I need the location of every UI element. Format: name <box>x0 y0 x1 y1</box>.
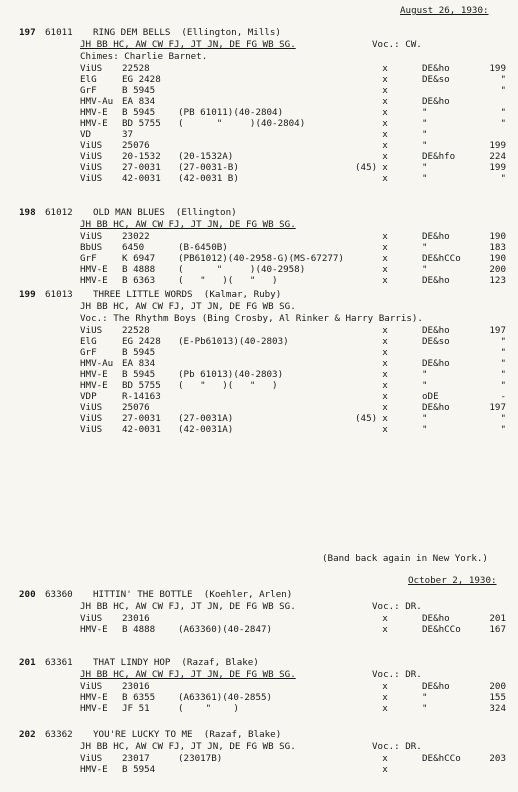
issue-label: ViUS <box>80 162 103 173</box>
issue-code: DE&ho <box>422 63 450 74</box>
matrix-number: 63361 <box>45 657 73 668</box>
issue-take: 224 <box>489 151 506 162</box>
issue-number: B 5954 <box>122 764 156 775</box>
issue-label: GrF <box>80 85 97 96</box>
issue-mark: x <box>382 162 388 173</box>
issue-take: 197 <box>489 325 506 336</box>
composers: (Ellington) <box>175 207 237 218</box>
issue-code: " <box>422 703 428 714</box>
issue-take: " <box>500 380 506 391</box>
issue-label: HMV-Au <box>80 358 114 369</box>
session-number: 198 <box>19 207 36 218</box>
issue-mark: x <box>382 692 388 703</box>
issue-number: 23016 <box>122 613 150 624</box>
issue-label: ElG <box>80 74 97 85</box>
issue-code: DE&ho <box>422 681 450 692</box>
issue-take: " <box>500 424 506 435</box>
issue-label: GrF <box>80 347 97 358</box>
issue-mark: x <box>382 358 388 369</box>
issue-number: 27-0031 <box>122 162 161 173</box>
issue-code: " <box>422 369 428 380</box>
issue-number: EA 834 <box>122 96 156 107</box>
issue-take: 324 <box>489 703 506 714</box>
issue-number: 22528 <box>122 325 150 336</box>
issue-mark: x <box>382 264 388 275</box>
issue-number: EG 2428 <box>122 74 161 85</box>
session-date: August 26, 1930: <box>400 5 489 16</box>
issue-take: " <box>500 358 506 369</box>
issue-take: " <box>500 369 506 380</box>
issue-alt: ( " ) <box>178 703 239 714</box>
issue-label: HMV-E <box>80 118 108 129</box>
issue-number: 42-0031 <box>122 173 161 184</box>
issue-alt: (B-6450B) <box>178 242 228 253</box>
issue-mark: x <box>382 231 388 242</box>
issue-take: 199 <box>489 140 506 151</box>
issue-label: ViUS <box>80 424 103 435</box>
issue-take: " <box>500 74 506 85</box>
issue-mark: x <box>382 63 388 74</box>
issue-code: DE&ho <box>422 96 450 107</box>
issue-take: 200 <box>489 681 506 692</box>
personnel: JH BB HC, AW CW FJ, JT JN, DE FG WB SG. <box>80 669 296 680</box>
issue-code: DE&ho <box>422 613 450 624</box>
issue-take: 203 <box>489 753 506 764</box>
issue-label: ViUS <box>80 63 103 74</box>
vocal-credit: Voc.: The Rhythm Boys (Bing Crosby, Al Rinker & Harry Barris). <box>80 313 423 324</box>
issue-label: ViUS <box>80 140 103 151</box>
issue-code: DE&ho <box>422 358 450 369</box>
issue-code: DE&so <box>422 74 450 85</box>
vocal-credit: Voc.: DR. <box>372 601 422 612</box>
issue-take: 200 <box>489 264 506 275</box>
issue-label: HMV-E <box>80 764 108 775</box>
song-title: HITTIN' THE BOTTLE <box>93 589 193 600</box>
issue-code: DE&ho <box>422 275 450 286</box>
issue-number: B 5945 <box>122 347 156 358</box>
personnel: JH BB HC, AW CW FJ, JT JN, DE FG WB SG. <box>80 741 296 752</box>
matrix-number: 63362 <box>45 729 73 740</box>
issue-label: HMV-E <box>80 380 108 391</box>
issue-code: DE&ho <box>422 325 450 336</box>
song-title: THAT LINDY HOP <box>93 657 171 668</box>
issue-speed: (45) <box>355 413 378 424</box>
composers: (Razaf, Blake) <box>203 729 282 740</box>
issue-code: " <box>422 424 428 435</box>
issue-number: B 4888 <box>122 624 156 635</box>
issue-number: 25076 <box>122 140 150 151</box>
issue-take: 123 <box>489 275 506 286</box>
issue-number: 20-1532 <box>122 151 161 162</box>
issue-code: " <box>422 107 428 118</box>
composers: (Ellington, Mills) <box>181 27 281 38</box>
issue-alt: (42-0031 B) <box>178 173 239 184</box>
issue-code: " <box>422 173 428 184</box>
issue-mark: x <box>382 325 388 336</box>
issue-number: B 5945 <box>122 85 156 96</box>
issue-number: 27-0031 <box>122 413 161 424</box>
issue-alt: ( " )(40-2804) <box>178 118 306 129</box>
matrix-number: 61013 <box>45 289 73 300</box>
issue-number: 23017 <box>122 753 150 764</box>
song-title: OLD MAN BLUES <box>93 207 165 218</box>
issue-take: 155 <box>489 692 506 703</box>
issue-number: 25076 <box>122 402 150 413</box>
issue-mark: x <box>382 118 388 129</box>
issue-label: GrF <box>80 253 97 264</box>
personnel: JH BB HC, AW CW FJ, JT JN, DE FG WB SG. <box>80 39 296 50</box>
issue-label: ViUS <box>80 413 103 424</box>
matrix-number: 61012 <box>45 207 73 218</box>
issue-take: " <box>500 118 506 129</box>
personnel: JH BB HC, AW CW FJ, JT JN, DE FG WB SG. <box>80 601 296 612</box>
issue-mark: x <box>382 624 388 635</box>
issue-number: 22528 <box>122 63 150 74</box>
matrix-number: 61011 <box>45 27 73 38</box>
issue-mark: x <box>382 151 388 162</box>
issue-mark: x <box>382 253 388 264</box>
song-title: RING DEM BELLS <box>93 27 171 38</box>
issue-number: 23016 <box>122 681 150 692</box>
issue-code: DE&hCCo <box>422 253 461 264</box>
issue-alt: (Pb 61013)(40-2803) <box>178 369 284 380</box>
session-number: 200 <box>19 589 36 600</box>
issue-label: HMV-E <box>80 369 108 380</box>
issue-mark: x <box>382 107 388 118</box>
issue-code: DE&hCCo <box>422 753 461 764</box>
composers: (Koehler, Arlen) <box>203 589 293 600</box>
personnel: JH BB HC, AW CW FJ, JT JN, DE FG WB SG. <box>80 219 296 230</box>
issue-take: 201 <box>489 613 506 624</box>
issue-code: DE&hfo <box>422 151 456 162</box>
issue-label: ViUS <box>80 613 103 624</box>
composers: (Razaf, Blake) <box>181 657 259 668</box>
issue-mark: x <box>382 336 388 347</box>
issue-mark: x <box>382 613 388 624</box>
issue-take: " <box>500 347 506 358</box>
issue-mark: x <box>382 129 388 140</box>
band-note: (Band back again in New York.) <box>322 553 488 564</box>
issue-take: " <box>500 336 506 347</box>
issue-take: - <box>500 391 506 402</box>
issue-label: HMV-E <box>80 692 108 703</box>
issue-take: " <box>500 85 506 96</box>
issue-label: ViUS <box>80 151 103 162</box>
issue-label: HMV-E <box>80 275 108 286</box>
issue-mark: x <box>382 85 388 96</box>
personnel: JH BB HC, AW CW FJ, JT JN, DE FG WB SG. <box>80 301 296 312</box>
issue-number: 6450 <box>122 242 145 253</box>
issue-take: " <box>500 173 506 184</box>
issue-label: HMV-E <box>80 107 108 118</box>
issue-label: HMV-E <box>80 624 108 635</box>
issue-code: " <box>422 264 428 275</box>
issue-alt: (23017B) <box>178 753 223 764</box>
issue-code: oDE <box>422 391 439 402</box>
issue-take: 199 <box>489 63 506 74</box>
issue-number: 23022 <box>122 231 150 242</box>
issue-alt: (E-Pb61013)(40-2803) <box>178 336 289 347</box>
issue-mark: x <box>382 380 388 391</box>
issue-alt: ( " )( " ) <box>178 380 278 391</box>
issue-code: DE&so <box>422 336 450 347</box>
issue-alt: (PB61012)(40-2958-G)(MS-67277) <box>178 253 344 264</box>
song-title: THREE LITTLE WORDS <box>93 289 193 300</box>
issue-mark: x <box>382 74 388 85</box>
issue-label: ViUS <box>80 173 103 184</box>
issue-label: ElG <box>80 336 97 347</box>
issue-mark: x <box>382 347 388 358</box>
composers: (Kalmar, Ruby) <box>203 289 282 300</box>
issue-number: EG 2428 <box>122 336 161 347</box>
issue-number: 42-0031 <box>122 424 161 435</box>
session-date: October 2, 1930: <box>408 575 497 586</box>
vocal-credit: Voc.: CW. <box>372 39 422 50</box>
issue-label: ViUS <box>80 325 103 336</box>
issue-code: " <box>422 118 428 129</box>
issue-alt: (PB 61011)(40-2804) <box>178 107 284 118</box>
issue-code: DE&ho <box>422 402 450 413</box>
vocal-credit: Voc.: DR. <box>372 669 422 680</box>
matrix-number: 63360 <box>45 589 73 600</box>
issue-take: 190 <box>489 253 506 264</box>
issue-mark: x <box>382 764 388 775</box>
issue-mark: x <box>382 173 388 184</box>
issue-mark: x <box>382 242 388 253</box>
issue-alt: ( " )( " ) <box>178 275 278 286</box>
vocal-credit: Voc.: DR. <box>372 741 422 752</box>
issue-number: B 5945 <box>122 369 156 380</box>
issue-mark: x <box>382 140 388 151</box>
issue-mark: x <box>382 681 388 692</box>
issue-label: HMV-E <box>80 264 108 275</box>
issue-alt: (27-0031-B) <box>178 162 239 173</box>
issue-number: K 6947 <box>122 253 156 264</box>
issue-label: ViUS <box>80 402 103 413</box>
issue-code: DE&hCCo <box>422 624 461 635</box>
issue-alt: (42-0031A) <box>178 424 234 435</box>
issue-take: 199 <box>489 162 506 173</box>
issue-number: BD 5755 <box>122 380 161 391</box>
issue-alt: (20-1532A) <box>178 151 234 162</box>
issue-code: " <box>422 413 428 424</box>
issue-take: 183 <box>489 242 506 253</box>
issue-label: ViUS <box>80 231 103 242</box>
issue-alt: (A63360)(40-2847) <box>178 624 273 635</box>
issue-code: " <box>422 242 428 253</box>
session-number: 197 <box>19 27 36 38</box>
issue-mark: x <box>382 402 388 413</box>
issue-alt: (27-0031A) <box>178 413 234 424</box>
session-number: 201 <box>19 657 36 668</box>
extra-credit: Chimes: Charlie Barnet. <box>80 51 208 62</box>
issue-mark: x <box>382 413 388 424</box>
issue-code: " <box>422 380 428 391</box>
issue-number: B 6355 <box>122 692 156 703</box>
session-number: 199 <box>19 289 36 300</box>
issue-code: " <box>422 140 428 151</box>
issue-label: ViUS <box>80 753 103 764</box>
issue-alt: (A63361)(40-2855) <box>178 692 273 703</box>
issue-number: B 4888 <box>122 264 156 275</box>
song-title: YOU'RE LUCKY TO ME <box>93 729 193 740</box>
issue-mark: x <box>382 275 388 286</box>
session-number: 202 <box>19 729 36 740</box>
issue-label: VDP <box>80 391 97 402</box>
issue-take: " <box>500 413 506 424</box>
issue-label: HMV-E <box>80 703 108 714</box>
issue-number: B 6363 <box>122 275 156 286</box>
issue-take: 167 <box>489 624 506 635</box>
issue-take: 197 <box>489 402 506 413</box>
issue-label: BbUS <box>80 242 103 253</box>
issue-code: " <box>422 162 428 173</box>
issue-label: HMV-Au <box>80 96 114 107</box>
issue-number: JF 51 <box>122 703 150 714</box>
issue-mark: x <box>382 424 388 435</box>
issue-mark: x <box>382 391 388 402</box>
issue-code: " <box>422 692 428 703</box>
issue-mark: x <box>382 369 388 380</box>
issue-mark: x <box>382 753 388 764</box>
issue-number: EA 834 <box>122 358 156 369</box>
issue-take: " <box>500 107 506 118</box>
issue-code: " <box>422 129 428 140</box>
issue-number: 37 <box>122 129 134 140</box>
issue-speed: (45) <box>355 162 378 173</box>
issue-take: 190 <box>489 231 506 242</box>
issue-number: R-14163 <box>122 391 161 402</box>
issue-mark: x <box>382 96 388 107</box>
issue-alt: ( " )(40-2958) <box>178 264 306 275</box>
issue-code: DE&ho <box>422 231 450 242</box>
issue-number: B 5945 <box>122 107 156 118</box>
issue-label: ViUS <box>80 681 103 692</box>
issue-label: VD <box>80 129 92 140</box>
issue-mark: x <box>382 703 388 714</box>
issue-number: BD 5755 <box>122 118 161 129</box>
